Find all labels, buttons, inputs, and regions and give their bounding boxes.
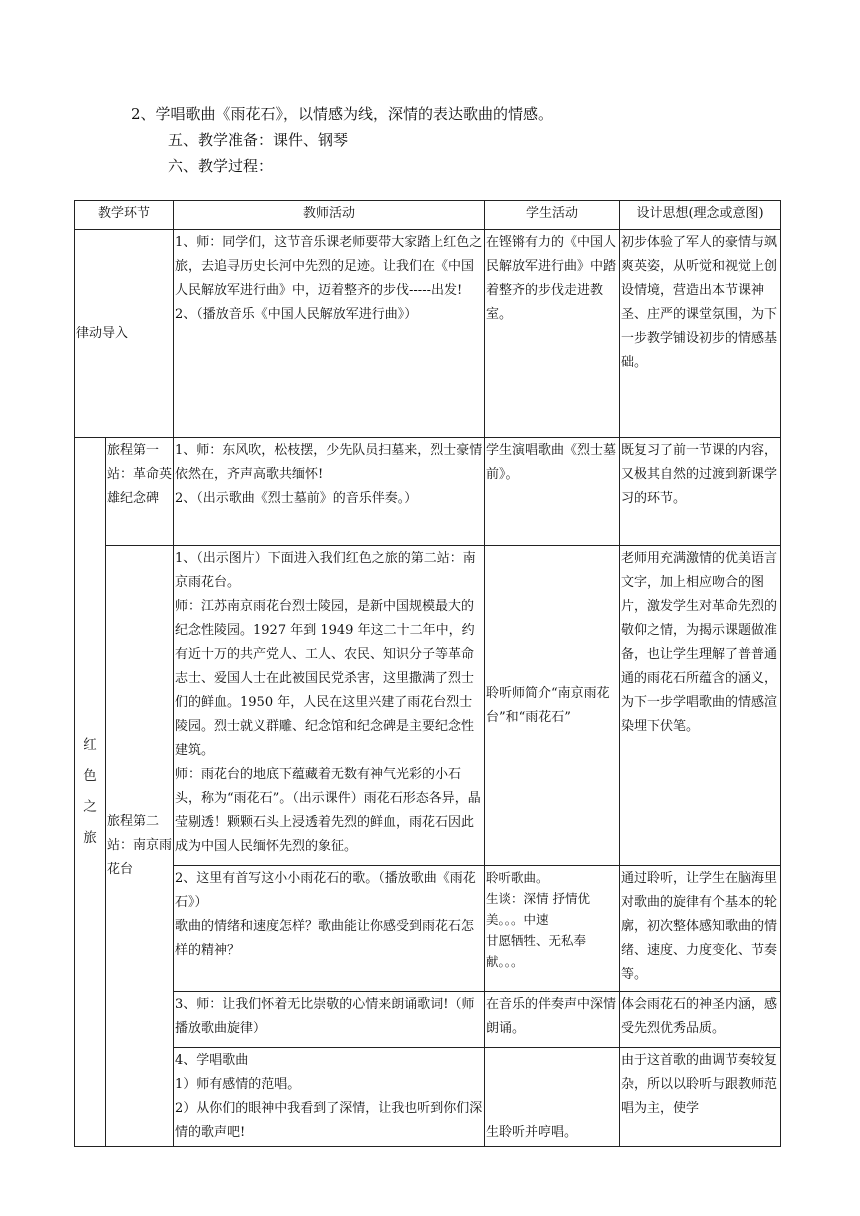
- stage-cell: 旅程第一站：革命英雄纪念碑: [106, 438, 174, 546]
- teacher-cell: 1、师：东风吹，松枝摆，少先队员扫墓来，烈士豪情依然在，齐声高歌共缅怀! 2、（出示歌曲《烈士墓前》的音乐伴奏。）: [174, 438, 485, 546]
- student-cell: 学生演唱歌曲《烈士墓前》。: [485, 438, 620, 546]
- design-cell: 既复习了前一节课的内容，又极其自然的过渡到新课学习的环节。: [620, 438, 781, 546]
- preparation-line: 五、教学准备：课件、钢琴: [168, 131, 349, 149]
- stage-cell: 律动导入: [75, 230, 174, 438]
- table-row: [75, 230, 781, 438]
- table-row: [75, 992, 781, 1048]
- table-row: [75, 1048, 781, 1147]
- student-cell: 生聆听并哼唱。: [485, 1048, 620, 1147]
- design-cell: 老师用充满激情的优美语言文字，加上相应吻合的图片，激发学生对革命先烈的敬仰之情，为揭示课题做准备，也让学生理解了普普通通的雨花石所蕴含的涵义，为下一步学唱歌曲的情感渲染埋下伏笔。: [620, 546, 781, 866]
- table-row: [75, 546, 781, 866]
- group-label-cell: 红 色 之 旅: [75, 438, 106, 1147]
- header-stage: 教学环节: [75, 201, 174, 230]
- design-cell: 初步体验了军人的豪情与飒爽英姿，从听觉和视觉上创设情境，营造出本节课神圣、庄严的课堂氛围，为下一步教学铺设初步的情感基础。: [620, 230, 781, 438]
- table-row: [75, 866, 781, 992]
- table-row: [75, 438, 781, 546]
- student-cell: 在音乐的伴奏声中深情朗诵。: [485, 992, 620, 1048]
- header-design: 设计思想(理念或意图): [620, 201, 781, 230]
- student-cell: 在铿锵有力的《中国人民解放军进行曲》中踏着整齐的步伐走进教室。: [485, 230, 620, 438]
- design-cell: 体会雨花石的神圣内涵，感受先烈优秀品质。: [620, 992, 781, 1048]
- stage-cell: 旅程第二站：南京雨花台: [106, 546, 174, 1147]
- design-cell: 通过聆听，让学生在脑海里对歌曲的旋律有个基本的轮廓，初次整体感知歌曲的情绪、速度、力度变化、节奏等。: [620, 866, 781, 992]
- lesson-plan-table: [74, 200, 781, 1147]
- process-heading: 六、教学过程：: [168, 157, 274, 175]
- teacher-cell: 1、师：同学们，这节音乐课老师要带大家踏上红色之旅，去追寻历史长河中先烈的足迹。让我们在《中国人民解放军进行曲》中，迈着整齐的步伐-----出发! 2、（播放音乐《中国人民解放军进行曲》）: [174, 230, 485, 438]
- teacher-cell: 2、这里有首写这小小雨花石的歌。（播放歌曲《雨花石》） 歌曲的情绪和速度怎样？歌曲能让你感受到雨花石怎样的精神？: [174, 866, 485, 992]
- teacher-cell: 1、（出示图片）下面进入我们红色之旅的第二站：南京雨花台。 师：江苏南京雨花台烈士陵园，是新中国规模最大的纪念性陵园。1927 年到 1949 年这二十二年中，约有近十万的共产党人、工人、农民、知识分子等革命志士、爱国人士在此被国民党杀害，这里撒满了烈士们的鲜血。1950 年，人民在这里兴建了雨花台烈士陵园。烈士就义群雕、纪念馆和纪念碑是主要纪念性建筑。 师：雨花台的地底下蕴藏着无数有神气光彩的小石头，称为“雨花石”。（出示课件）雨花石形态各异，晶莹剔透！颗颗石头上浸透着先烈的鲜血，雨花石因此成为中国人民缅怀先烈的象征。: [174, 546, 485, 866]
- teacher-cell: 3、师：让我们怀着无比崇敬的心情来朗诵歌词!（师播放歌曲旋律）: [174, 992, 485, 1048]
- table-header-row: [75, 201, 781, 230]
- teacher-cell: 4、学唱歌曲 1）师有感情的范唱。 2）从你们的眼神中我看到了深情，让我也听到你们深情的歌声吧!: [174, 1048, 485, 1147]
- student-cell: 聆听歌曲。 生谈：深情 抒情优美。。。中速 甘愿牺牲、无私奉献。。。: [485, 866, 620, 992]
- header-teacher: 教师活动: [174, 201, 485, 230]
- student-cell: 聆听师简介“南京雨花台”和“雨花石”: [485, 546, 620, 866]
- header-student: 学生活动: [485, 201, 620, 230]
- goal-line: 2、学唱歌曲《雨花石》，以情感为线，深情的表达歌曲的情感。: [131, 105, 554, 123]
- design-cell: 由于这首歌的曲调节奏较复杂，所以以聆听与跟教师范唱为主，使学: [620, 1048, 781, 1147]
